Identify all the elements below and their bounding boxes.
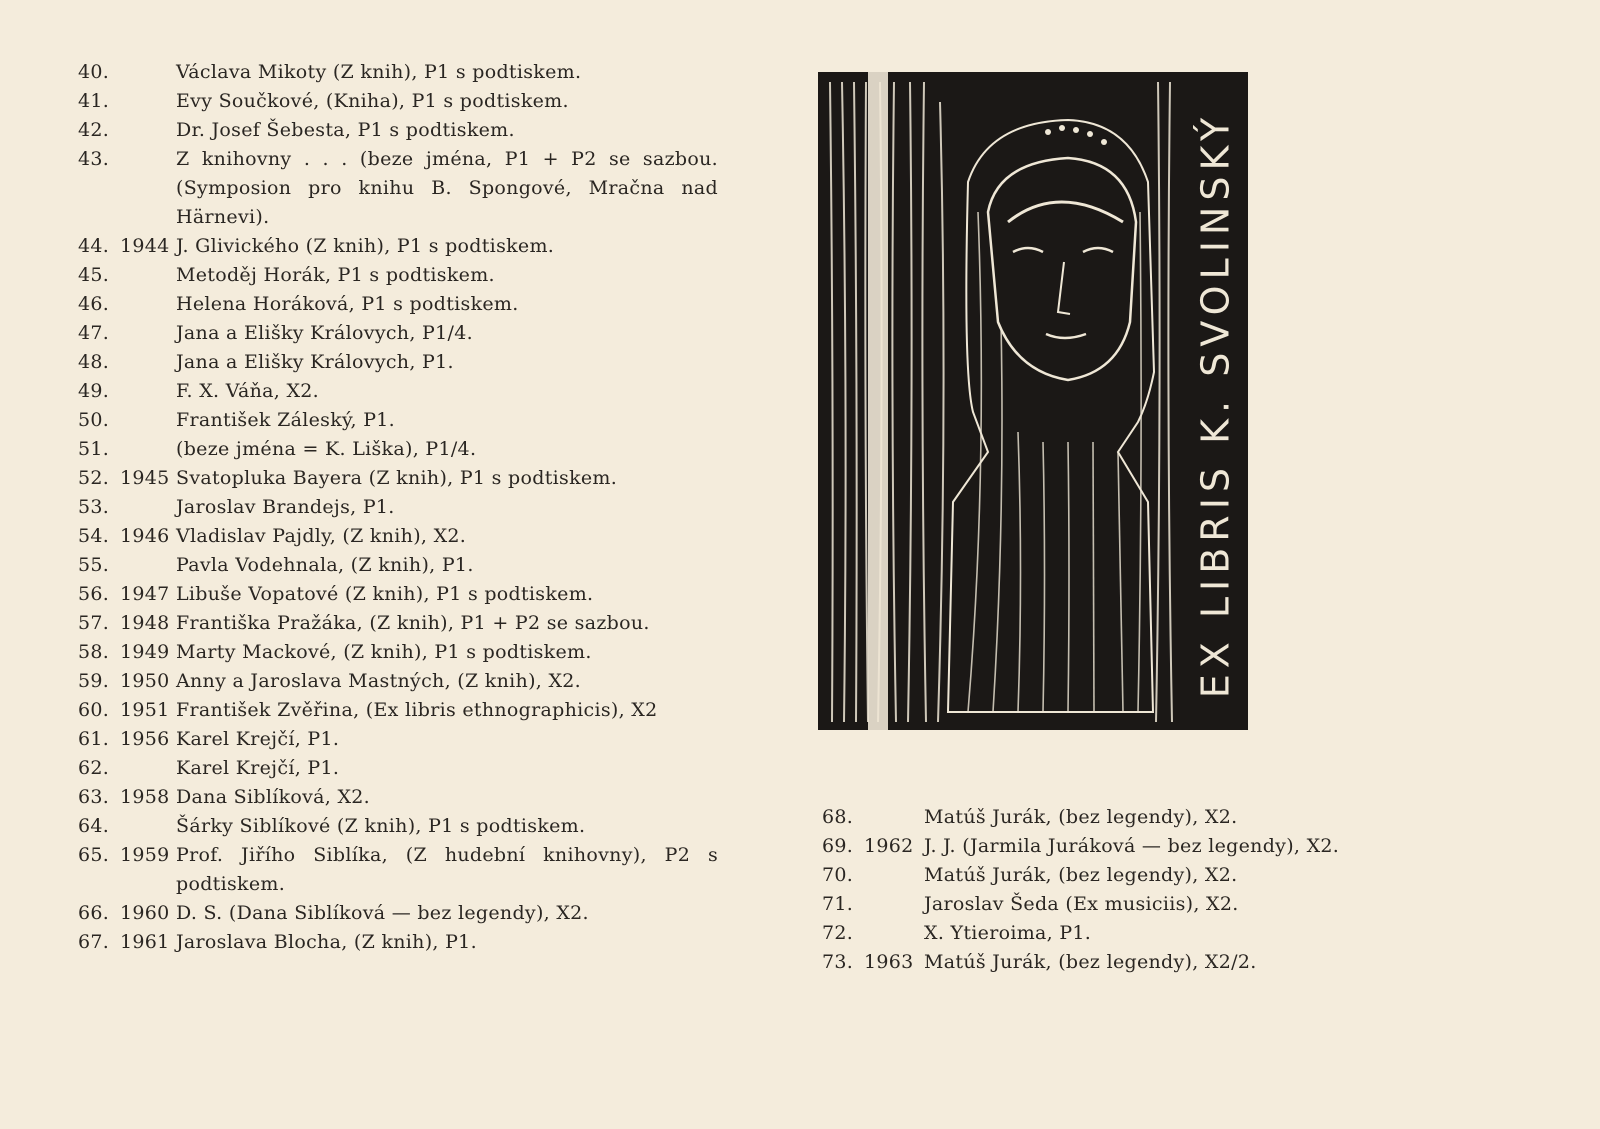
entry-year [120,377,176,406]
list-item [78,232,718,261]
bookplate-woodcut-image [818,72,1248,730]
entry-number: 64. [78,815,110,837]
entry-text: Svatopluka Bayera (Z knih), P1 s podtiskem. [176,467,618,489]
list-item [78,116,718,145]
entry-text: Vladislav Pajdly, (Z knih), X2. [176,525,467,547]
list-item [78,464,718,493]
entry-number: 65. [78,844,110,866]
entry-text: Karel Krejčí, P1. [176,728,340,750]
entry-text: Helena Horáková, P1 s podtiskem. [176,293,519,315]
entry-number: 56. [78,583,110,605]
entry-number: 62. [78,757,110,779]
entry-number: 60. [78,699,110,721]
entry-number: 66. [78,902,110,924]
entry-text: F. X. Váňa, X2. [176,380,320,402]
entry-number: 57. [78,612,110,634]
list-item [78,290,718,319]
entry-year [120,261,176,290]
entry-text: František Zvěřina, (Ex libris ethnographicis), X2 [176,699,658,721]
list-item [78,493,718,522]
entry-text: (beze jména = K. Liška), P1/4. [176,438,477,460]
list-item [78,725,718,754]
entry-text: Anny a Jaroslava Mastných, (Z knih), X2. [176,670,582,692]
list-item [78,696,718,725]
list-item [78,812,718,841]
list-item [822,948,1442,977]
entry-text: Matúš Jurák, (bez legendy), X2. [924,864,1238,886]
entry-text: J. Glivického (Z knih), P1 s podtiskem. [176,235,555,257]
entry-number: 42. [78,119,110,141]
list-item [822,890,1442,919]
entry-number: 72. [822,922,854,944]
entry-year [864,803,924,832]
entry-text: Jaroslav Brandejs, P1. [176,496,395,518]
entry-text: Františka Pražáka, (Z knih), P1 + P2 se sazbou. [176,612,650,634]
entry-text: D. S. (Dana Siblíková — bez legendy), X2. [176,902,589,924]
entry-year [120,493,176,522]
list-item [78,87,718,116]
entry-number: 63. [78,786,110,808]
entry-year: 1945 [120,467,170,489]
entry-text: Jana a Elišky Královych, P1. [176,351,454,373]
entry-year: 1949 [120,641,170,663]
list-item [78,580,718,609]
entry-text: Dr. Josef Šebesta, P1 s podtiskem. [176,119,515,141]
entry-number: 43. [78,148,110,170]
entry-year [864,919,924,948]
list-item [78,551,718,580]
list-item [78,928,718,957]
list-item [78,435,718,464]
list-item [78,609,718,638]
entry-number: 71. [822,893,854,915]
entry-number: 58. [78,641,110,663]
list-item [822,803,1442,832]
entry-text: Z knihovny . . . (beze jména, P1 + P2 se sazbou. (Symposion pro knihu B. Spongové, Mračna nad Härnevi). [176,148,718,228]
entry-number: 73. [822,951,854,973]
list-item [822,919,1442,948]
entry-text: Matúš Jurák, (bez legendy), X2. [924,806,1238,828]
entry-text: Pavla Vodehnala, (Z knih), P1. [176,554,474,576]
entry-number: 52. [78,467,110,489]
entry-year: 1961 [120,931,170,953]
entry-year [120,319,176,348]
entry-year [120,290,176,319]
entry-year: 1963 [864,951,914,973]
entry-year: 1947 [120,583,170,605]
entry-list-left [78,58,718,957]
list-item [78,899,718,928]
entry-text: J. J. (Jarmila Juráková — bez legendy), X2. [924,835,1340,857]
entry-year: 1960 [120,902,170,924]
list-item [78,667,718,696]
entry-year [120,145,176,232]
entry-text: Dana Siblíková, X2. [176,786,371,808]
entry-number: 70. [822,864,854,886]
entry-year: 1951 [120,699,170,721]
entry-text: Karel Krejčí, P1. [176,757,340,779]
entry-year [864,890,924,919]
entry-number: 41. [78,90,110,112]
inscription-text: EX LIBRIS K. SVOLINSKÝ [1193,111,1238,699]
entry-year [120,435,176,464]
entry-text: Václava Mikoty (Z knih), P1 s podtiskem. [176,61,582,83]
list-item [78,377,718,406]
entry-year: 1956 [120,728,170,750]
entry-text: Jaroslava Blocha, (Z knih), P1. [176,931,477,953]
list-item [78,406,718,435]
entry-text: Jaroslav Šeda (Ex musiciis), X2. [924,893,1239,915]
entry-number: 69. [822,835,854,857]
entry-number: 40. [78,61,110,83]
entry-year [120,116,176,145]
entry-number: 50. [78,409,110,431]
entry-year [120,551,176,580]
entry-year: 1959 [120,844,170,866]
entry-year: 1944 [120,235,170,257]
entry-text: Metoděj Horák, P1 s podtiskem. [176,264,495,286]
entry-number: 68. [822,806,854,828]
entry-number: 49. [78,380,110,402]
entry-text: František Záleský, P1. [176,409,396,431]
entry-number: 55. [78,554,110,576]
entry-year [120,812,176,841]
entry-text: Evy Součkové, (Kniha), P1 s podtiskem. [176,90,569,112]
entry-number: 46. [78,293,110,315]
list-item [78,145,718,232]
entry-text: Šárky Siblíkové (Z knih), P1 s podtiskem. [176,815,586,837]
list-item [78,522,718,551]
entry-number: 47. [78,322,110,344]
entry-text: Matúš Jurák, (bez legendy), X2/2. [924,951,1257,973]
entry-year [120,754,176,783]
entry-text: Jana a Elišky Královych, P1/4. [176,322,473,344]
entry-number: 67. [78,931,110,953]
list-item [78,348,718,377]
entry-year: 1948 [120,612,170,634]
entry-text: Libuše Vopatové (Z knih), P1 s podtiskem. [176,583,594,605]
entry-text: Marty Mackové, (Z knih), P1 s podtiskem. [176,641,592,663]
list-item [78,261,718,290]
woodcut-illustration [818,72,1248,730]
list-item [822,832,1442,861]
list-item [78,319,718,348]
entry-number: 53. [78,496,110,518]
entry-text: X. Ytieroima, P1. [924,922,1092,944]
list-item [78,58,718,87]
entry-number: 61. [78,728,110,750]
entry-year: 1946 [120,525,170,547]
entry-year [120,406,176,435]
entry-year [864,861,924,890]
list-item [78,841,718,899]
entry-number: 48. [78,351,110,373]
list-item [822,861,1442,890]
entry-number: 44. [78,235,110,257]
entry-year: 1950 [120,670,170,692]
entry-list-right [822,803,1442,977]
entry-text: Prof. Jiřího Siblíka, (Z hudební knihovny), P2 s podtiskem. [176,844,718,895]
entry-year: 1958 [120,786,170,808]
entry-year [120,58,176,87]
list-item [78,754,718,783]
entry-number: 51. [78,438,110,460]
entry-number: 59. [78,670,110,692]
entry-year [120,87,176,116]
list-item [78,638,718,667]
entry-number: 45. [78,264,110,286]
entry-year: 1962 [864,835,914,857]
entry-year [120,348,176,377]
entry-number: 54. [78,525,110,547]
list-item [78,783,718,812]
